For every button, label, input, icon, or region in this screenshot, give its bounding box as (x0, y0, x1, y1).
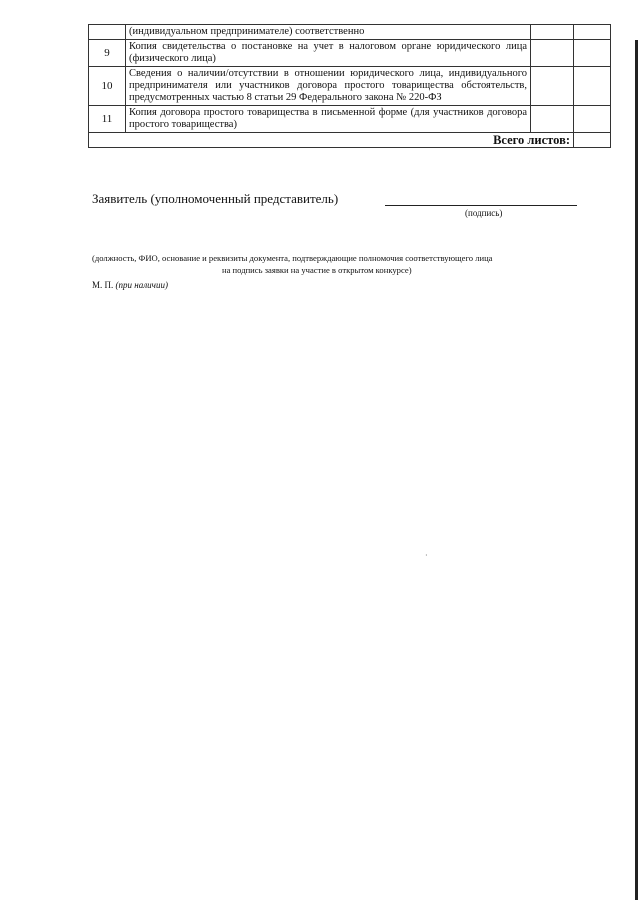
applicant-label: Заявитель (уполномоченный представитель) (92, 191, 339, 206)
row-number: 9 (89, 40, 126, 67)
table-row (89, 106, 611, 133)
scan-edge-line (635, 40, 638, 900)
sheet-count-cell (531, 40, 574, 67)
table-row (89, 25, 611, 40)
total-row (89, 133, 611, 148)
signature-line (385, 205, 577, 206)
scan-speck: · (425, 551, 428, 560)
table-row (89, 67, 611, 106)
row-number: 11 (89, 106, 126, 133)
row-description: Копия свидетельства о постановке на учет в налоговом органе юридического лица (физического лица) (126, 40, 531, 67)
documents-table (88, 24, 611, 148)
note-cell (574, 67, 611, 106)
row-number (89, 25, 126, 40)
note-cell (574, 25, 611, 40)
authority-note-line-1: (должность, ФИО, основание и реквизиты документа, подтверждающие полномочия соответствующего лица (92, 253, 493, 263)
note-cell (574, 106, 611, 133)
sheet-count-cell (531, 106, 574, 133)
sheet-count-cell (531, 25, 574, 40)
signature-caption: (подпись) (465, 208, 503, 218)
row-description: Сведения о наличии/отсутствии в отношении юридического лица, индивидуального предпринимателя или участников договора простого товарищества обстоятельств, предусмотренных частью 8 статьи 29 Федерального закона № 220-ФЗ (126, 67, 531, 106)
sheet-count-cell (531, 67, 574, 106)
row-description: (индивидуальном предпринимателе) соответственно (126, 25, 531, 40)
row-number: 10 (89, 67, 126, 106)
row-description: Копия договора простого товарищества в письменной форме (для участников договора простого товарищества) (126, 106, 531, 133)
stamp-label: М. П. (92, 280, 114, 290)
note-cell (574, 40, 611, 67)
total-value-cell (574, 133, 611, 148)
stamp-place (92, 280, 168, 290)
table-row (89, 40, 611, 67)
authority-note-line-2: на подпись заявки на участие в открытом конкурсе) (222, 265, 412, 275)
total-label: Всего листов: (89, 133, 574, 148)
stamp-note: (при наличии) (115, 280, 168, 290)
